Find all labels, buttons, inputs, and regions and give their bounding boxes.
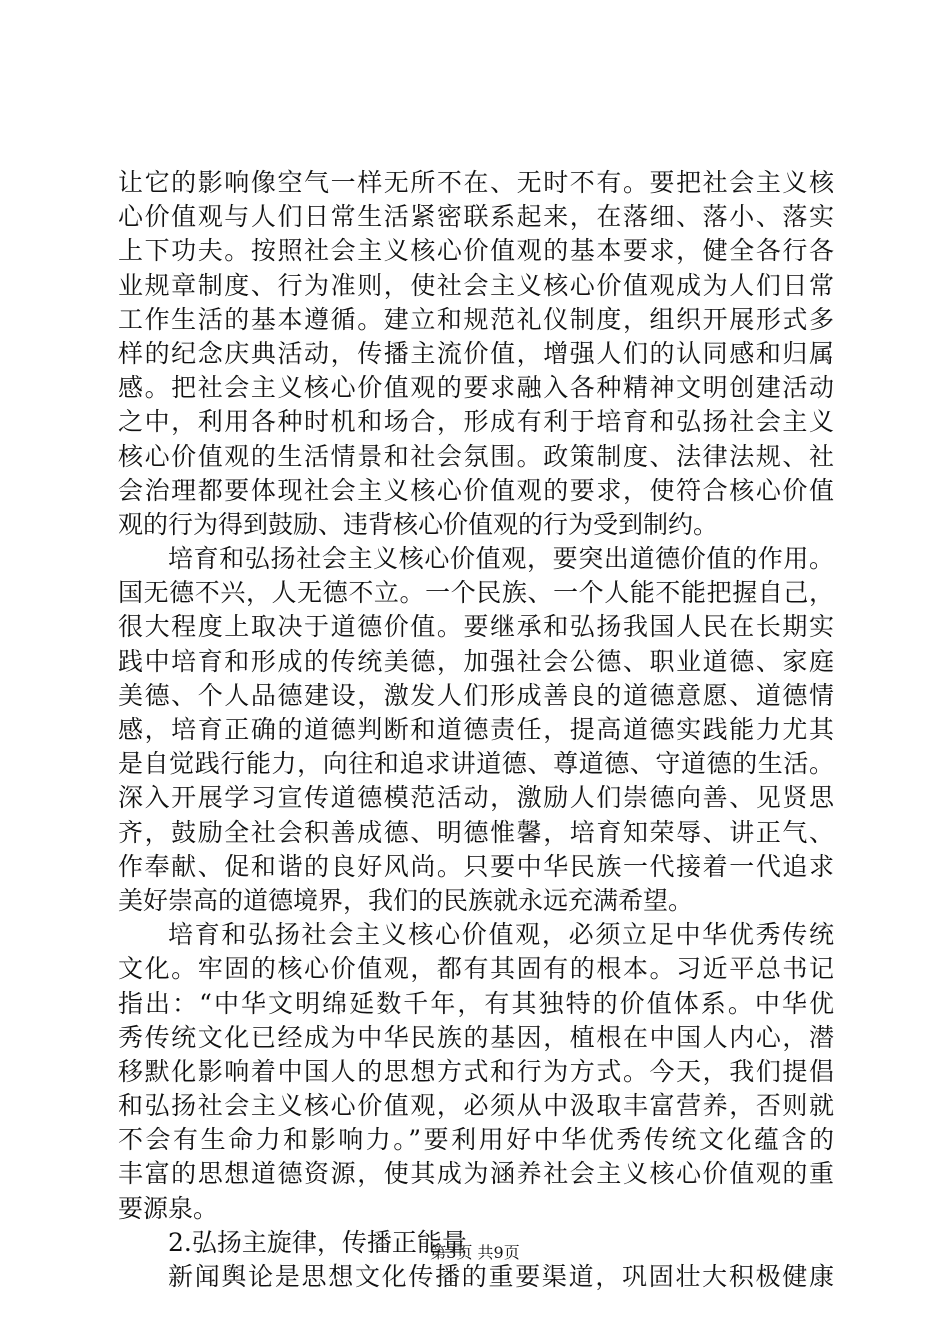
section-heading: 2.弘扬主旋律，传播正能量 — [168, 1227, 467, 1257]
text-line: 美好崇高的道德境界，我们的民族就永远充满希望。 — [118, 885, 694, 915]
text-line: 感。把社会主义核心价值观的要求融入各种精神文明创建活动 — [118, 373, 834, 403]
text-line: 丰富的思想道德资源，使其成为涵养社会主义核心价值观的重 — [118, 1159, 834, 1189]
text-line: 文化。牢固的核心价值观，都有其固有的根本。习近平总书记 — [118, 954, 834, 984]
text-line: 新闻舆论是思想文化传播的重要渠道，巩固壮大积极健康 — [168, 1262, 834, 1291]
text-line: 感，培育正确的道德判断和道德责任，提高道德实践能力尤其 — [118, 715, 834, 744]
text-line: 让它的影响像空气一样无所不在、无时不有。要把社会主义核 — [118, 168, 834, 197]
text-line: 会治理都要体现社会主义核心价值观的要求，使符合核心价值 — [118, 475, 834, 505]
text-line: 之中，利用各种时机和场合，形成有利于培育和弘扬社会主义 — [118, 407, 834, 437]
text-line: 指出：“中华文明绵延数千年，有其独特的价值体系。中华优 — [118, 988, 834, 1018]
text-line: 和弘扬社会主义核心价值观，必须从中汲取丰富营养，否则就 — [118, 1091, 834, 1121]
text-line: 观的行为得到鼓励、违背核心价值观的行为受到制约。 — [118, 509, 719, 539]
text-line: 作奉献、促和谐的良好风尚。只要中华民族一代接着一代追求 — [118, 851, 834, 881]
text-line: 培育和弘扬社会主义核心价值观，必须立足中华优秀传统 — [168, 920, 834, 950]
text-line: 不会有生命力和影响力。”要利用好中华优秀传统文化蕴含的 — [118, 1125, 834, 1155]
text-line: 要源泉。 — [118, 1193, 219, 1223]
text-line: 核心价值观的生活情景和社会氛围。政策制度、法律法规、社 — [118, 441, 834, 471]
text-line: 很大程度上取决于道德价值。要继承和弘扬我国人民在长期实 — [118, 612, 834, 642]
text-line: 移默化影响着中国人的思想方式和行为方式。今天，我们提倡 — [118, 1056, 834, 1086]
text-line: 齐，鼓励全社会积善成德、明德惟馨，培育知荣辱、讲正气、 — [118, 817, 834, 847]
text-line: 秀传统文化已经成为中华民族的基因，植根在中国人内心，潜 — [118, 1022, 834, 1052]
text-line: 上下功夫。按照社会主义核心价值观的基本要求，健全各行各 — [118, 236, 834, 266]
document-body — [118, 166, 834, 1294]
text-line: 业规章制度、行为准则，使社会主义核心价值观成为人们日常 — [118, 270, 834, 300]
text-line: 践中培育和形成的传统美德，加强社会公德、职业道德、家庭 — [118, 646, 834, 676]
text-line: 国无德不兴，人无德不立。一个民族、一个人能不能把握自己， — [118, 578, 834, 608]
text-line: 样的纪念庆典活动，传播主流价值，增强人们的认同感和归属 — [118, 338, 834, 368]
text-line: 深入开展学习宣传道德模范活动，激励人们崇德向善、见贤思 — [118, 783, 834, 813]
page-footer: 第3页 共9页 — [430, 1243, 520, 1262]
text-line: 心价值观与人们日常生活紧密联系起来，在落细、落小、落实 — [118, 202, 834, 232]
text-line: 美德、个人品德建设，激发人们形成善良的道德意愿、道德情 — [118, 680, 834, 710]
text-line: 是自觉践行能力，向往和追求讲道德、尊道德、守道德的生活。 — [118, 749, 834, 779]
text-line: 培育和弘扬社会主义核心价值观，要突出道德价值的作用。 — [168, 544, 834, 574]
text-line: 工作生活的基本遵循。建立和规范礼仪制度，组织开展形式多 — [118, 304, 834, 334]
